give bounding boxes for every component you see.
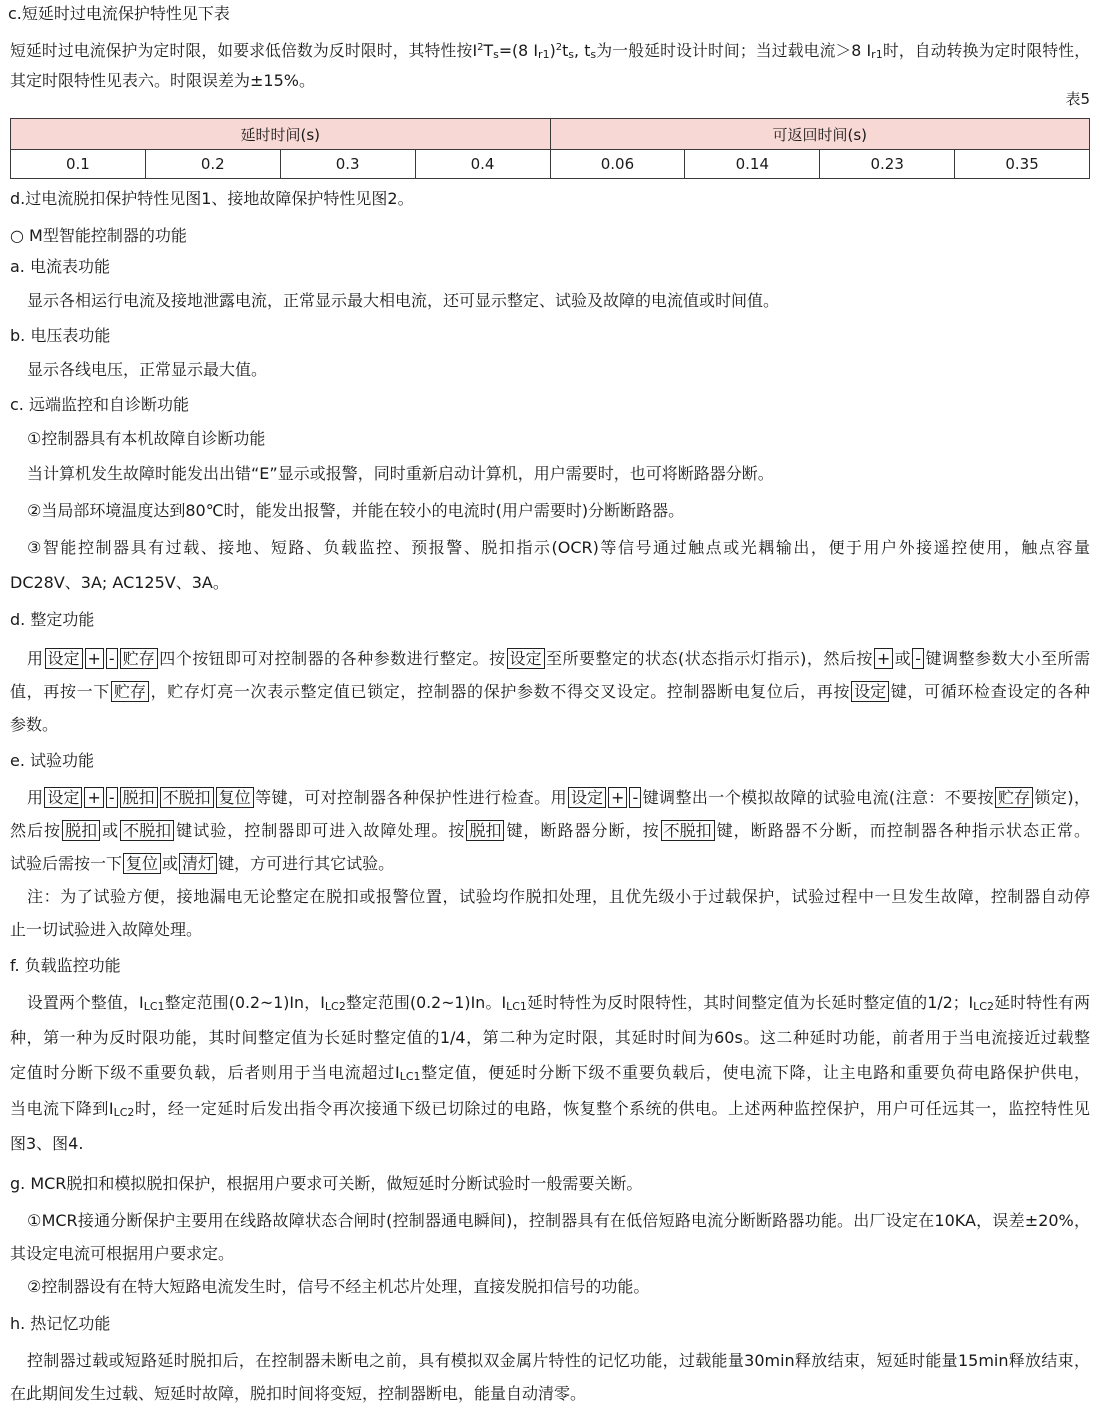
section-g-item1-line2: 其设定电流可根据用户要求定。 [10, 1244, 235, 1263]
table-cell: 0.1 [11, 150, 146, 179]
section-b-text: 显示各线电压，正常显示最大值。 [27, 360, 268, 379]
section-e-note-line2: 止一切试验进入故障处理。 [10, 920, 203, 939]
section-g-item1-line1: ①MCR接通分断保护主要用在线路故障状态合闸时(控制器通电瞬间)，控制器具有在低倍短路电流分断断路器功能。出厂设定在10KA，误差±20%， [27, 1211, 1090, 1230]
section-d2-line1: 用 设定 + - 贮存 四个按钮即可对控制器的各种参数进行整定。按 设定 至所要整定的状态(状态指示灯指示)，然后按 + 或 - 键调整参数大小至所需 [27, 649, 1090, 668]
key-set: 设定 [45, 648, 83, 669]
key-reset: 复位 [216, 787, 254, 808]
section-c-paragraph-line1: 短延时过电流保护为定时限，如要求低倍数为反时限时，其特性按$I^2Ts=(8$ Ir1)$^2$ts, ts为一般延时设计时间；当过载电流＞8 Ir1时，自动转换为定时限特性， [10, 41, 1091, 61]
section-e-line3: 试验后需按一下 复位 或 清灯 键，方可进行其它试验。 [10, 854, 395, 873]
table-5-label: 表5 [1065, 90, 1090, 108]
key-no-trip: 不脱扣 [661, 820, 715, 841]
section-f-line3: 定值时分断下级不重要负载，后者则用于当电流超过ILC1整定值，便延时分断下级不重要负载后，使电流下降，让主电路和重要负荷电路保护供电， [10, 1063, 1090, 1083]
key-plus: + [85, 648, 104, 669]
key-reset: 复位 [123, 853, 161, 874]
section-h-line2: 在此期间发生过载、短延时故障，脱扣时间将变短，控制器断电，能量自动清零。 [10, 1384, 587, 1403]
section-b-heading: b. 电压表功能 [10, 326, 111, 345]
table-cell: 0.4 [415, 150, 550, 179]
key-no-trip: 不脱扣 [120, 820, 174, 841]
section-h-heading: h. 热记忆功能 [10, 1314, 111, 1333]
key-store: 贮存 [995, 787, 1033, 808]
key-plus: + [84, 787, 103, 808]
table-header-row [11, 119, 1090, 150]
table-row [11, 150, 1090, 179]
key-no-trip: 不脱扣 [160, 787, 214, 808]
key-plus: + [608, 787, 627, 808]
key-minus: - [629, 787, 641, 808]
section-c2-item3: ③智能控制器具有过载、接地、短路、负载监控、预报警、脱扣指示(OCR)等信号通过触点或光耦输出，便于用户外接遥控使用，触点容量 [27, 538, 1090, 557]
section-c-paragraph-line2: 其定时限特性见表六。时限误差为±15%。 [10, 71, 315, 90]
table-cell: 0.35 [955, 150, 1090, 179]
key-set: 设定 [568, 787, 606, 808]
key-minus: - [912, 648, 924, 669]
section-c-heading: c.短延时过电流保护特性见下表 [8, 4, 230, 23]
key-set: 设定 [851, 681, 889, 702]
table-header-delay-time: 延时时间(s) [11, 119, 551, 150]
key-set: 设定 [44, 787, 82, 808]
section-e-line1: 用 设定 + - 脱扣 不脱扣 复位 等键，可对控制器各种保护性进行检查。用 设定 + - 键调整出一个模拟故障的试验电流(注意：不要按 贮存 锁定)， [27, 788, 1090, 807]
section-d2-heading: d. 整定功能 [10, 610, 95, 629]
section-d2-line2: 值，再按一下 贮存 ，贮存灯亮一次表示整定值已锁定，控制器的保护参数不得交叉设定。控制器断电复位后，再按 设定 键，可循环检查设定的各种 [10, 682, 1090, 701]
table-cell: 0.2 [145, 150, 280, 179]
key-set: 设定 [507, 648, 545, 669]
key-trip: 脱扣 [466, 820, 504, 841]
key-store: 贮存 [111, 681, 149, 702]
section-e-heading: e. 试验功能 [10, 751, 95, 770]
section-h-line1: 控制器过载或短路延时脱扣后，在控制器未断电之前，具有模拟双金属片特性的记忆功能，过载能量30min释放结束，短延时能量15min释放结束， [27, 1351, 1090, 1370]
section-e-line2: 然后按 脱扣 或 不脱扣 键试验，控制器即可进入故障处理。按 脱扣 键，断路器分断，按 不脱扣 键，断路器不分断，而控制器各种指示状态正常。 [10, 821, 1090, 840]
section-g-item2: ②控制器设有在特大短路电流发生时，信号不经主机芯片处理，直接发脱扣信号的功能。 [27, 1277, 650, 1296]
key-trip: 脱扣 [62, 820, 100, 841]
section-f-heading: f. 负载监控功能 [10, 956, 121, 975]
key-minus: - [106, 787, 118, 808]
table-cell: 0.3 [280, 150, 415, 179]
table-header-returnable-time: 可返回时间(s) [550, 119, 1090, 150]
table-cell: 0.14 [685, 150, 820, 179]
section-c2-item3-cont: DC28V、3A; AC125V、3A。 [10, 573, 229, 592]
section-c2-item1: ①控制器具有本机故障自诊断功能 [27, 429, 266, 448]
key-store: 贮存 [120, 648, 158, 669]
section-d2-line3: 参数。 [10, 715, 59, 734]
section-c2-heading: c. 远端监控和自诊断功能 [10, 395, 189, 414]
section-f-line2: 种，第一种为反时限功能，其时间整定值为长延时整定值的1/4，第二种为定时限，其延时时间为60s。这二种延时功能，前者用于当电流接近过载整 [10, 1028, 1090, 1047]
key-minus: - [106, 648, 118, 669]
key-trip: 脱扣 [120, 787, 158, 808]
section-c2-item1-text: 当计算机发生故障时能发出出错“E”显示或报警，同时重新启动计算机，用户需要时，也可将断路器分断。 [27, 464, 774, 483]
m-controller-heading: ○ M型智能控制器的功能 [10, 226, 187, 245]
section-a-heading: a. 电流表功能 [10, 257, 110, 276]
table-cell: 0.23 [820, 150, 955, 179]
section-a-text: 显示各相运行电流及接地泄露电流，正常显示最大相电流，还可显示整定、试验及故障的电流值或时间值。 [27, 291, 780, 310]
section-f-line4: 当电流下降到ILC2时，经一定延时后发出指令再次接通下级已切除过的电路，恢复整个系统的供电。上述两种监控保护，用户可任远其一，监控特性见 [10, 1099, 1090, 1119]
table-cell: 0.06 [550, 150, 685, 179]
section-f-line1: 设置两个整值，ILC1整定范围(0.2~1)In，ILC2整定范围(0.2~1)In。ILC1延时特性为反时限特性，其时间整定值为长延时整定值的1/2；ILC2延时特性有两 [27, 993, 1091, 1013]
key-plus: + [874, 648, 893, 669]
section-c2-item2: ②当局部环境温度达到80℃时，能发出报警，并能在较小的电流时(用户需要时)分断断路器。 [27, 501, 685, 520]
key-clear-light: 清灯 [179, 853, 217, 874]
section-f-line5: 图3、图4. [10, 1134, 84, 1153]
section-g-heading: g. MCR脱扣和模拟脱扣保护，根据用户要求可关断，做短延时分断试验时一般需要关断。 [10, 1174, 643, 1193]
section-d-text: d.过电流脱扣保护特性见图1、接地故障保护特性见图2。 [10, 189, 414, 208]
table-5 [10, 118, 1090, 179]
section-e-note-line1: 注：为了试验方便，接地漏电无论整定在脱扣或报警位置，试验均作脱扣处理，且优先级小于过载保护，试验过程中一旦发生故障，控制器自动停 [27, 887, 1090, 906]
